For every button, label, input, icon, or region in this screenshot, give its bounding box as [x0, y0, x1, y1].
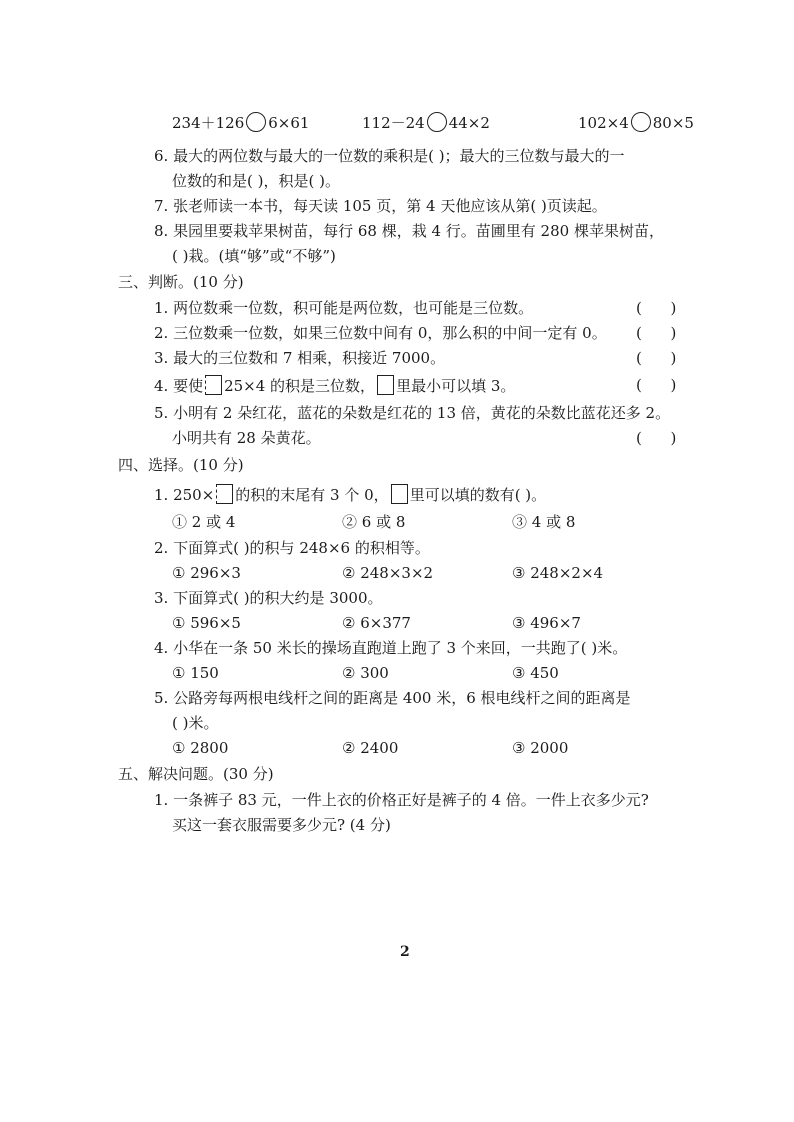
solve-q1-line2: 买这一套衣服需要多少元? (4 分)	[172, 816, 391, 834]
choose-q2: 2. 下面算式( )的积与 248×6 的积相等。	[154, 539, 430, 557]
judge-q2-answer[interactable]: ( )	[636, 324, 677, 342]
judge-q5-line1: 5. 小明有 2 朵红花，蓝花的朵数是红花的 13 倍，黄花的朵数比蓝花还多 2。	[154, 404, 671, 422]
judge-q4-box-ref	[377, 375, 394, 395]
judge-q4-part3: 里最小可以填 3。	[396, 377, 516, 395]
compare-a-left: 234＋126	[172, 114, 245, 132]
judge-q4	[154, 375, 515, 396]
choose-q1-option[interactable]: ② 6 或 8	[342, 513, 406, 531]
section-judge-title: 三、判断。(10 分)	[118, 273, 244, 291]
choose-q3-option[interactable]: ① 596×5	[172, 614, 241, 632]
choose-q4-option[interactable]: ③ 450	[512, 664, 559, 682]
fill-q6-line2: 位数的和是( )，积是( )。	[172, 172, 340, 190]
compare-c-left: 102×4	[578, 114, 629, 132]
fill-q8-line1: 8. 果园里要栽苹果树苗，每行 68 棵，栽 4 行。苗圃里有 280 棵苹果树苗，	[154, 222, 664, 240]
choose-q5-line2: ( )米。	[172, 714, 219, 732]
compare-row	[172, 112, 309, 133]
choose-q1-option[interactable]: ① 2 或 4	[172, 513, 236, 531]
judge-q3: 3. 最大的三位数和 7 相乘，积接近 7000。	[154, 349, 446, 367]
choose-q2-option[interactable]: ① 296×3	[172, 564, 241, 582]
judge-q1: 1. 两位数乘一位数，积可能是两位数，也可能是三位数。	[154, 299, 534, 317]
choose-q1	[154, 484, 546, 505]
choose-q4: 4. 小华在一条 50 米长的操场直跑道上跑了 3 个来回，一共跑了( )米。	[154, 639, 628, 657]
compare-b-left: 112－24	[362, 114, 425, 132]
choose-q4-option[interactable]: ② 300	[342, 664, 389, 682]
choose-q3-option[interactable]: ② 6×377	[342, 614, 411, 632]
judge-q5-answer[interactable]: ( )	[636, 429, 677, 447]
choose-q5-line1: 5. 公路旁每两根电线杆之间的距离是 400 米，6 根电线杆之间的距离是	[154, 689, 631, 707]
compare-b-circle[interactable]	[427, 112, 447, 132]
choose-q1-box[interactable]	[216, 484, 233, 504]
choose-q3-option[interactable]: ③ 496×7	[512, 614, 581, 632]
fill-q7: 7. 张老师读一本书，每天读 105 页，第 4 天他应该从第( )页读起。	[154, 197, 607, 215]
compare-c-right: 80×5	[652, 114, 694, 132]
judge-q1-answer[interactable]: ( )	[636, 299, 677, 317]
choose-q2-option[interactable]: ③ 248×2×4	[512, 564, 604, 582]
judge-q4-part1: 4. 要使	[154, 377, 204, 395]
choose-q2-option[interactable]: ② 248×3×2	[342, 564, 434, 582]
choose-q1-part2: 的积的末尾有 3 个 0，	[235, 486, 389, 504]
fill-q8-line2: ( )栽。(填“够”或“不够”)	[172, 247, 336, 265]
choose-q4-option[interactable]: ① 150	[172, 664, 219, 682]
compare-a-circle[interactable]	[246, 112, 266, 132]
choose-q1-option[interactable]: ③ 4 或 8	[512, 513, 576, 531]
choose-q5-option[interactable]: ③ 2000	[512, 739, 569, 757]
choose-q5-option[interactable]: ② 2400	[342, 739, 399, 757]
choose-q3: 3. 下面算式( )的积大约是 3000。	[154, 589, 383, 607]
judge-q3-answer[interactable]: ( )	[636, 349, 677, 367]
fill-q6-line1: 6. 最大的两位数与最大的一位数的乘积是( )；最大的三位数与最大的一	[154, 147, 625, 165]
judge-q4-answer[interactable]: ( )	[636, 376, 677, 394]
compare-row-c	[578, 112, 694, 133]
page-number: 2	[400, 944, 410, 960]
compare-b-right: 44×2	[448, 114, 490, 132]
choose-q1-part3: 里可以填的数有( )。	[409, 486, 547, 504]
judge-q2: 2. 三位数乘一位数，如果三位数中间有 0，那么积的中间一定有 0。	[154, 324, 607, 342]
compare-row-b	[362, 112, 490, 133]
section-choose-title: 四、选择。(10 分)	[118, 456, 244, 474]
compare-c-circle[interactable]	[631, 112, 651, 132]
choose-q5-option[interactable]: ① 2800	[172, 739, 229, 757]
choose-q1-box-ref	[391, 484, 408, 504]
solve-q1-line1: 1. 一条裤子 83 元，一件上衣的价格正好是裤子的 4 倍。一件上衣多少元?	[154, 791, 649, 809]
judge-q4-box[interactable]	[205, 375, 222, 395]
judge-q5-line2: 小明共有 28 朵黄花。	[172, 429, 321, 447]
choose-q1-part1: 1. 250×	[154, 486, 215, 504]
section-solve-title: 五、解决问题。(30 分)	[118, 765, 274, 783]
judge-q4-part2: 25×4 的积是三位数，	[224, 377, 376, 395]
compare-a-right: 6×61	[268, 114, 310, 132]
